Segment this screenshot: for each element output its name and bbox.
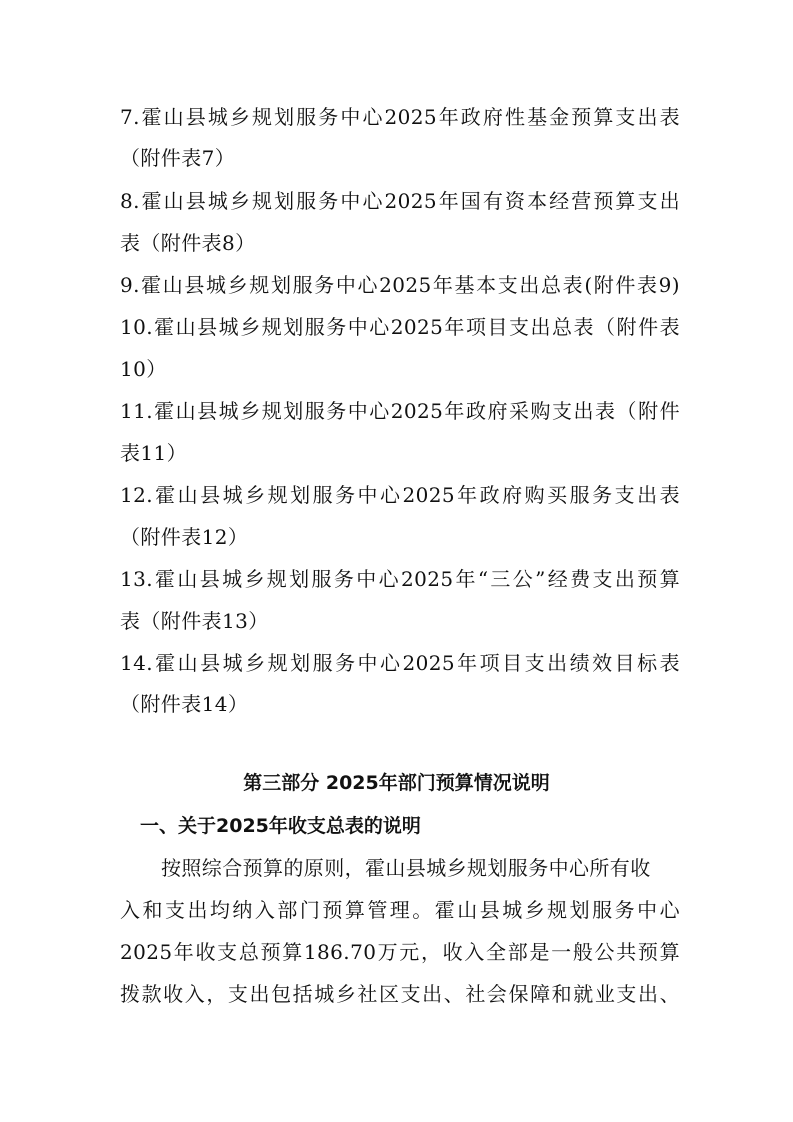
- list-item-8-line2: 表（附件表8）: [120, 231, 256, 255]
- list-item-12-line1: 12.霍山县城乡规划服务中心2025年政府购买服务支出表: [120, 483, 680, 507]
- paragraph-line-1: 按照综合预算的原则，霍山县城乡规划服务中心所有收: [161, 856, 651, 880]
- list-item-11-line1: 11.霍山县城乡规划服务中心2025年政府采购支出表（附件: [120, 399, 680, 423]
- list-item-7-line2: （附件表7）: [120, 146, 236, 170]
- list-item-14-line2: （附件表14）: [120, 692, 249, 716]
- list-item-14-line1: 14.霍山县城乡规划服务中心2025年项目支出绩效目标表: [120, 651, 680, 675]
- list-item-7-line1: 7.霍山县城乡规划服务中心2025年政府性基金预算支出表: [120, 105, 680, 129]
- list-item-13-line1: 13.霍山县城乡规划服务中心2025年“三公”经费支出预算: [120, 567, 680, 591]
- section-subtitle: 一、关于2025年收支总表的说明: [140, 815, 421, 837]
- list-item-9-line1: 9.霍山县城乡规划服务中心2025年基本支出总表(附件表9): [120, 273, 680, 297]
- list-item-11-line2: 表11）: [120, 441, 188, 465]
- list-item-13-line2: 表（附件表13）: [120, 609, 269, 633]
- list-item-12-line2: （附件表12）: [120, 525, 249, 549]
- list-item-8-line1: 8.霍山县城乡规划服务中心2025年国有资本经营预算支出: [120, 189, 680, 213]
- paragraph-line-3: 2025年收支总预算186.70万元，收入全部是一般公共预算: [120, 940, 680, 964]
- section-title: 第三部分 2025年部门预算情况说明: [243, 772, 550, 794]
- list-item-10-line2: 10）: [120, 357, 167, 381]
- paragraph-line-2: 入和支出均纳入部门预算管理。霍山县城乡规划服务中心: [120, 898, 680, 922]
- paragraph-line-4: 拨款收入，支出包括城乡社区支出、社会保障和就业支出、: [120, 982, 680, 1006]
- list-item-10-line1: 10.霍山县城乡规划服务中心2025年项目支出总表（附件表: [120, 315, 680, 339]
